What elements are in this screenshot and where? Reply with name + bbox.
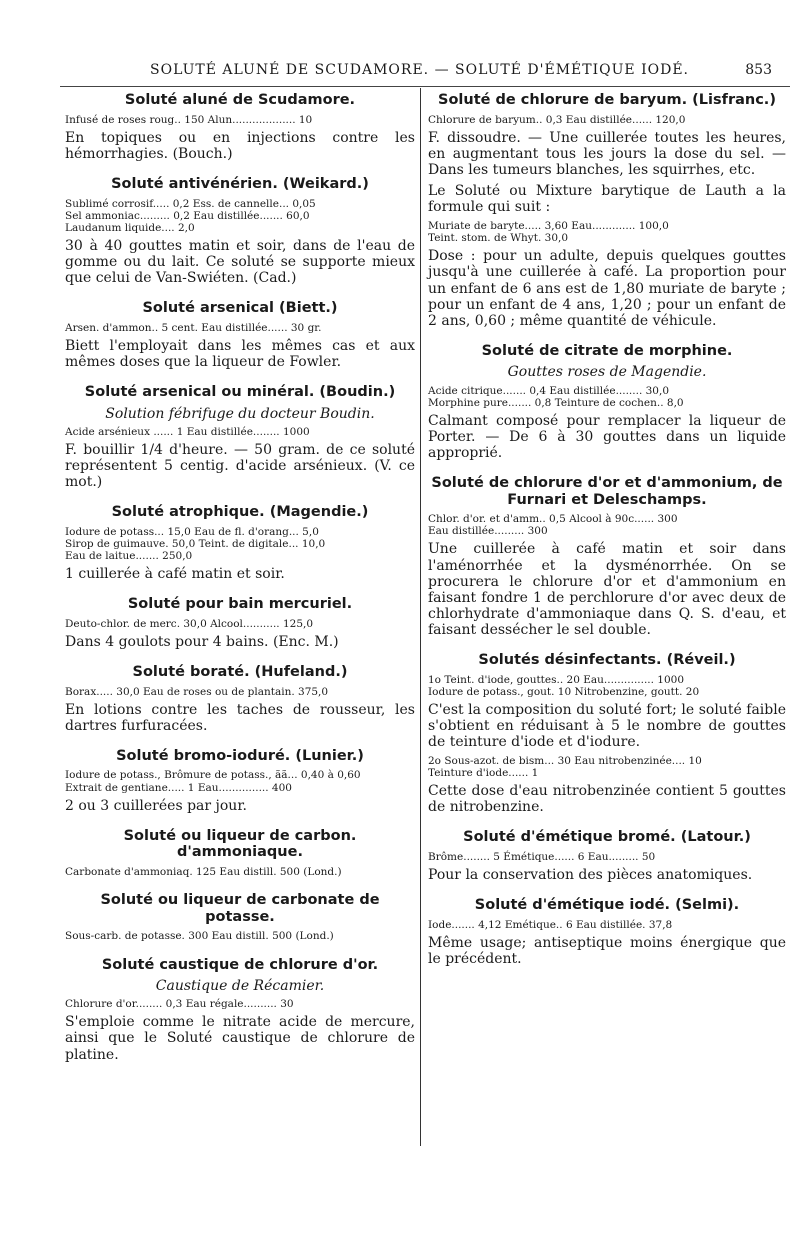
recipe [428, 674, 786, 698]
recipe [65, 114, 415, 126]
recipe-line: Chlorure d'or........ 0,3 Eau régale.......... 30 [65, 998, 294, 1011]
section-text: Pour la conservation des pièces anatomiques. [428, 867, 753, 884]
recipe [65, 322, 415, 334]
recipe [428, 114, 786, 126]
section-title: Soluté de citrate de morphine. [481, 342, 733, 359]
column-divider [420, 88, 421, 1146]
recipe-line: Sous-carb. de potasse. 300 Eau distill. 500 (Lond.) [65, 930, 334, 943]
formula-section [65, 664, 415, 734]
section-title: Soluté de chlorure d'or et d'ammonium, de Furnari et Deleschamps. [431, 474, 783, 508]
section-title: Soluté ou liqueur de carbon. d'ammoniaque. [123, 827, 357, 861]
section-text: Le Soluté ou Mixture barytique de Lauth a la formule qui suit : [428, 183, 786, 216]
formula-section [65, 596, 415, 650]
section-title: Soluté pour bain mercuriel. [127, 596, 353, 613]
page-number: 853 [745, 62, 772, 78]
formula-section [428, 475, 786, 638]
recipe-line: Morphine pure....... 0,8 Teinture de cochen.. 8,0 [428, 396, 684, 409]
formula-section [428, 897, 786, 967]
section-title: Soluté arsenical (Biett.) [142, 300, 338, 317]
section-text: 1 cuillerée à café matin et soir. [65, 565, 285, 582]
formula-section [65, 176, 415, 286]
recipe-line: Sel ammoniac......... 0,2 Eau distillée....... 60,0 [65, 209, 310, 222]
section-text: En lotions contre les taches de rousseur, les dartres furfuracées. [65, 701, 415, 734]
formula-section [65, 957, 415, 1063]
section-title: Soluté antivénérien. (Weikard.) [111, 175, 369, 192]
left-column [65, 92, 415, 1077]
section-title: Soluté boraté. (Hufeland.) [132, 663, 348, 680]
page-header [0, 62, 800, 84]
recipe-line: Teint. stom. de Whyt. 30,0 [428, 232, 569, 245]
recipe-line: Iodure de potass... 15,0 Eau de fl. d'orang... 5,0 [65, 525, 319, 538]
section-title: Soluté ou liqueur de carbonate de potasse. [100, 892, 380, 925]
recipe-line: Acide arsénieux ...... 1 Eau distillée........ 1000 [65, 425, 310, 438]
recipe [428, 513, 786, 537]
recipe-line: Iodure de potass., Brômure de potass., ãã... 0,40 à 0,60 [65, 769, 361, 782]
header-rule [60, 86, 790, 87]
recipe-line: Laudanum liquide.... 2,0 [65, 221, 195, 234]
recipe-line: Borax..... 30,0 Eau de roses ou de plantain. 375,0 [65, 685, 329, 698]
formula-section [428, 343, 786, 461]
section-title: Soluté caustique de chlorure d'or. [101, 956, 379, 973]
recipe-line: Carbonate d'ammoniaq. 125 Eau distill. 500 (Lond.) [65, 866, 342, 879]
recipe-line: Teinture d'iode...... 1 [428, 767, 539, 780]
recipe-line: Eau distillée......... 300 [428, 525, 548, 538]
recipe-line: Iode....... 4,12 Emétique.. 6 Eau distillée. 37,8 [428, 918, 673, 931]
section-text: Calmant composé pour remplacer la liqueur de Porter. — De 6 à 30 gouttes dans un liquide approprié. [428, 412, 786, 461]
section-title: Soluté bromo-ioduré. (Lunier.) [116, 747, 364, 764]
recipe-line: Deuto-chlor. de merc. 30,0 Alcool........... 125,0 [65, 617, 314, 630]
section-text: 30 à 40 gouttes matin et soir, dans de l'eau de gomme ou du lait. Ce soluté se supporte mieux que celui de Van-Swiéten. (Cad.) [65, 237, 415, 286]
section-text: C'est la composition du soluté fort; le soluté faible s'obtient en réduisant à 5 le nombre de gouttes de teinture d'iode et d'iodure. [428, 701, 786, 750]
section-title: Soluté d'émétique bromé. (Latour.) [463, 829, 751, 846]
recipe [65, 526, 415, 562]
recipe-line: Chlor. d'or. et d'amm.. 0,5 Alcool à 90c...... 300 [428, 513, 678, 526]
section-text: F. bouillir 1/4 d'heure. — 50 gram. de ce soluté représentent 5 centig. d'acide arsénieux. (V. ce mot.) [65, 441, 415, 490]
recipe-line: Arsen. d'ammon.. 5 cent. Eau distillée...... 30 gr. [65, 321, 322, 334]
recipe-line: Sirop de guimauve. 50,0 Teint. de digitale... 10,0 [65, 537, 326, 550]
section-text: Cette dose d'eau nitrobenzinée contient 5 gouttes de nitrobenzine. [428, 783, 786, 816]
section-title: Solutés désinfectants. (Réveil.) [478, 652, 736, 668]
section-text: Dose : pour un adulte, depuis quelques gouttes jusqu'à une cuillerée à café. La proportion pour un enfant de 6 ans est de 1,80 muriate de baryte ; pour un enfant de 4 ans, 1,20 ; pour un enfant de 2 ans, 0,60 ; même quantité de véhicule. [428, 248, 786, 329]
recipe [65, 426, 415, 438]
recipe-line: Eau de laitue....... 250,0 [65, 549, 193, 562]
formula-section [65, 92, 415, 162]
recipe-line: Infusé de roses roug.. 150 Alun................... 10 [65, 113, 313, 126]
section-title: Soluté atrophique. (Magendie.) [111, 504, 369, 521]
recipe-line: Chlorure de baryum.. 0,3 Eau distillée...... 120,0 [428, 113, 686, 126]
recipe [65, 998, 415, 1010]
recipe [65, 686, 415, 698]
recipe [428, 755, 786, 779]
section-subtitle: Solution fébrifuge du docteur Boudin. [105, 405, 375, 422]
recipe [65, 618, 415, 630]
section-text: Biett l'employait dans les mêmes cas et aux mêmes doses que la liqueur de Fowler. [65, 337, 415, 370]
recipe-line: Muriate de baryte..... 3,60 Eau............. 100,0 [428, 220, 669, 233]
running-title: SOLUTÉ ALUNÉ DE SCUDAMORE. — SOLUTÉ D'ÉMÉTIQUE IODÉ. [150, 62, 689, 78]
formula-section [428, 652, 786, 815]
section-subtitle: Gouttes roses de Magendie. [507, 364, 707, 381]
section-text: 2 ou 3 cuillerées par jour. [65, 797, 247, 814]
recipe-line: Iodure de potass., gout. 10 Nitrobenzine, goutt. 20 [428, 685, 700, 698]
section-text: F. dissoudre. — Une cuillerée toutes les heures, en augmentant tous les jours la dose du sel. — Dans les tumeurs blanches, les squirrhes, etc. [428, 129, 786, 178]
recipe [65, 866, 415, 878]
recipe [65, 769, 415, 793]
section-title: Soluté aluné de Scudamore. [124, 92, 356, 108]
right-column [428, 92, 786, 981]
recipe-line: Brôme........ 5 Émétique...... 6 Eau......... 50 [428, 851, 656, 864]
formula-section [65, 504, 415, 582]
section-text: Une cuillerée à café matin et soir dans l'aménorrhée et la dysménorrhée. On se procurera le chlorure d'or et d'ammonium en faisant fondre 1 de perchlorure d'or avec deux de chlorhydrate d'ammoniaque dans Q. S. d'eau, et faisant dessécher le sel double. [428, 541, 786, 638]
section-title: Soluté de chlorure de baryum. (Lisfranc.) [438, 92, 776, 108]
recipe [428, 919, 786, 931]
recipe-line: Sublimé corrosif..... 0,2 Ess. de cannelle... 0,05 [65, 197, 316, 210]
formula-section [428, 92, 786, 329]
section-text: S'emploie comme le nitrate acide de mercure, ainsi que le Soluté caustique de chlorure de platine. [65, 1014, 415, 1063]
recipe [428, 385, 786, 409]
recipe-line: 2o Sous-azot. de bism... 30 Eau nitrobenzinée.... 10 [428, 755, 702, 768]
recipe-line: Acide citrique....... 0,4 Eau distillée........ 30,0 [428, 384, 669, 397]
recipe [65, 930, 415, 942]
formula-section [65, 300, 415, 370]
formula-section [65, 892, 415, 942]
section-text: Dans 4 goulots pour 4 bains. (Enc. M.) [65, 633, 339, 650]
recipe-line: 1o Teint. d'iode, gouttes.. 20 Eau............... 1000 [428, 673, 685, 686]
section-text: En topiques ou en injections contre les hémorrhagies. (Bouch.) [65, 129, 415, 162]
formula-section [65, 384, 415, 490]
section-title: Soluté arsenical ou minéral. (Boudin.) [84, 383, 396, 400]
recipe [65, 198, 415, 234]
section-title: Soluté d'émétique iodé. (Selmi). [474, 897, 740, 914]
formula-section [65, 828, 415, 878]
formula-section [65, 748, 415, 814]
section-subtitle: Caustique de Récamier. [155, 978, 325, 995]
section-text: Même usage; antiseptique moins énergique que le précédent. [428, 934, 786, 968]
recipe [428, 220, 786, 244]
recipe [428, 851, 786, 863]
recipe-line: Extrait de gentiane..... 1 Eau............... 400 [65, 781, 292, 794]
formula-section [428, 829, 786, 883]
